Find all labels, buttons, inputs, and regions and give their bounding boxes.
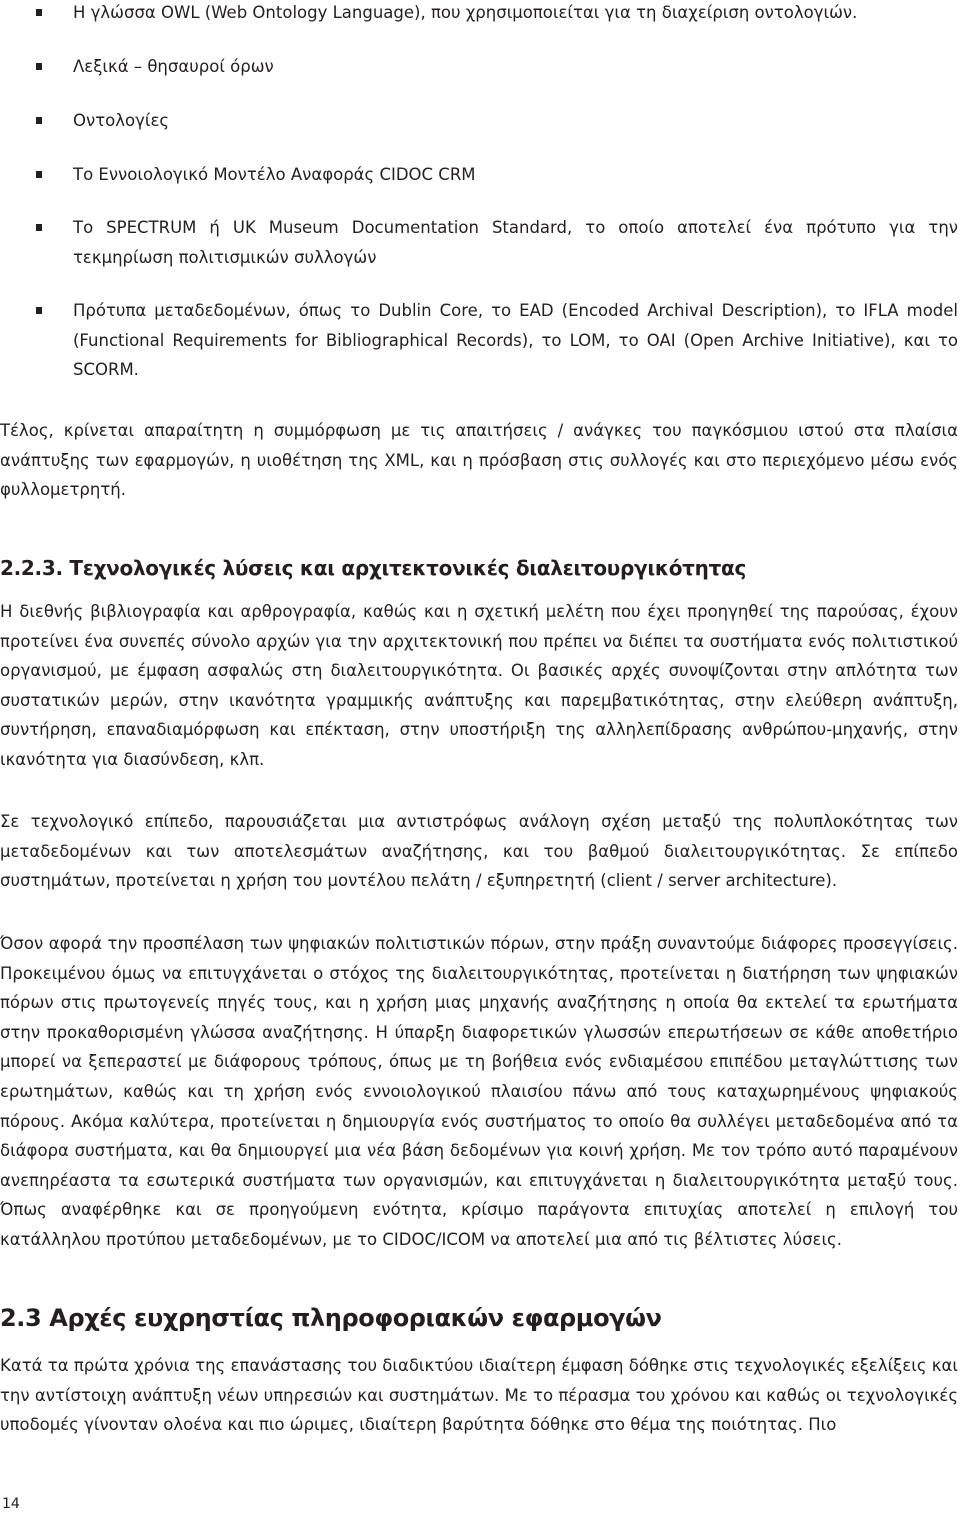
section-2-2-3-heading: 2.2.3. Τεχνολογικές λύσεις και αρχιτεκτονικές διαλειτουργικότητας bbox=[0, 556, 747, 580]
square-bullet-icon bbox=[36, 171, 42, 178]
square-bullet-icon bbox=[36, 224, 42, 231]
section-2-3-heading: 2.3 Αρχές ευχρηστίας πληροφοριακών εφαρμογών bbox=[0, 1304, 662, 1332]
closing-paragraph: Τέλος, κρίνεται απαραίτητη η συμμόρφωση με τις απαιτήσεις / ανάγκες του παγκόσμιου ιστού στα πλαίσια ανάπτυξης των εφαρμογών, η υιοθέτηση της XML, και η πρόσβαση στις συλλογές και στο περιεχόμενο μέσω ενός φυλλομετρητή. bbox=[0, 421, 958, 500]
bullet-text: Το Εννοιολογικό Μοντέλο Αναφοράς CIDOC CRM bbox=[73, 165, 476, 184]
square-bullet-icon bbox=[36, 117, 42, 124]
bullet-text: Η γλώσσα OWL (Web Ontology Language), που χρησιμοποιείται για τη διαχείριση οντολογιών. bbox=[73, 3, 858, 22]
section-2-3-paragraph: Κατά τα πρώτα χρόνια της επανάστασης του διαδικτύου ιδιαίτερη έμφαση δόθηκε στις τεχνολογικές εξελίξεις και την αντίστοιχη ανάπτυξη νέων υπηρεσιών και συστημάτων. Με το πέρασμα του χρόνου και καθώς οι τεχνολογικές υποδομές γίνονταν ολοένα και πιο ώριμες, ιδιαίτερη βαρύτητα δόθηκε στο θέμα της ποιότητας. Πιο bbox=[0, 1356, 958, 1435]
square-bullet-icon bbox=[36, 307, 42, 314]
section-2-2-3-paragraph-3: Όσον αφορά την προσπέλαση των ψηφιακών πολιτιστικών πόρων, στην πράξη συναντούμε διάφορες προσεγγίσεις. Προκειμένου όμως να επιτυγχάνεται ο στόχος της διαλειτουργικότητας, προτείνεται η διατήρηση των ψηφιακών πόρων στις πρωτογενείς πηγές τους, και η χρήση μιας μηχανής αναζήτησης η οποία θα εκτελεί τα ερωτήματα στην προκαθορισμένη γλώσσα αναζήτησης. Η ύπαρξη διαφορετικών γλωσσών επερωτήσεων σε κάθε αποθετήριο μπορεί να ξεπεραστεί με διάφορους τρόπους, όπως με τη βοήθεια ενός ενδιαμέσου επιπέδου μεταγλώττισης των ερωτημάτων, καθώς και τη χρήση ενός εννοιολογικού πλαισίου πάνω από τους καταχωρημένους ψηφιακούς πόρους. Ακόμα καλύτερα, προτείνεται η δημιουργία ενός συστήματος το οποίο θα συλλέγει μεταδεδομένα από τα διάφορα συστήματα, και θα δημιουργεί μια νέα βάση δεδομένων για κοινή χρήση. Με τον τρόπο αυτό παραμένουν ανεπηρέαστα τα εσωτερικά συστήματα των οργανισμών, και επιτυγχάνεται η διαλειτουργικότητα μεταξύ τους. Όπως αναφέρθηκε και σε προηγούμενη ενότητα, κρίσιμο παράγοντα επιτυχίας αποτελεί η επιλογή του κατάλληλου προτύπου μεταδεδομένων, με το CIDOC/ICOM να αποτελεί μια από τις βέλτιστες λύσεις. bbox=[0, 934, 958, 1249]
section-2-2-3-paragraph-2: Σε τεχνολογικό επίπεδο, παρουσιάζεται μια αντιστρόφως ανάλογη σχέση μεταξύ της πολυπλοκότητας των μεταδεδομένων και των αποτελεσμάτων αναζήτησης, και του βαθμού διαλειτουργικότητας. Σε επίπεδο συστημάτων, προτείνεται η χρήση του μοντέλου πελάτη / εξυπηρετητή (client / server architecture). bbox=[0, 812, 958, 891]
square-bullet-icon bbox=[36, 63, 42, 70]
section-2-2-3-paragraph-1: Η διεθνής βιβλιογραφία και αρθρογραφία, καθώς και η σχετική μελέτη που έχει προηγηθεί της παρούσας, έχουν προτείνει ένα συνεπές σύνολο αρχών για την αρχιτεκτονική που πρέπει να διέπει τα συστήματα ενός πολιτιστικού οργανισμού, με έμφαση ασφαλώς στη διαλειτουργικότητα. Οι βασικές αρχές συνοψίζονται στην απλότητα των συστατικών μερών, στην ικανότητα γραμμικής ανάπτυξης και παρεμβατικότητας, στην ελεύθερη ανάπτυξη, συντήρηση, επαναδιαμόρφωση και επέκταση, στην υποστήριξη της αλληλεπίδρασης ανθρώπου-μηχανής, στην ικανότητα για διασύνδεση, κλπ. bbox=[0, 602, 958, 769]
square-bullet-icon bbox=[36, 9, 42, 16]
bullet-text: Λεξικά – θησαυροί όρων bbox=[73, 57, 274, 76]
bullet-text: Το SPECTRUM ή UK Museum Documentation Standard, το οποίο αποτελεί ένα πρότυπο για την τεκμηρίωση πολιτισμικών συλλογών bbox=[73, 218, 958, 267]
bullet-text: Οντολογίες bbox=[73, 111, 170, 130]
bullet-text: Πρότυπα μεταδεδομένων, όπως το Dublin Core, το EAD (Encoded Archival Description), το IFLA model (Functional Requirements for Bibliographical Records), το LOM, το OAI (Open Archive Initiative), και το SCORM. bbox=[73, 301, 958, 379]
page-number: 14 bbox=[2, 1496, 20, 1512]
